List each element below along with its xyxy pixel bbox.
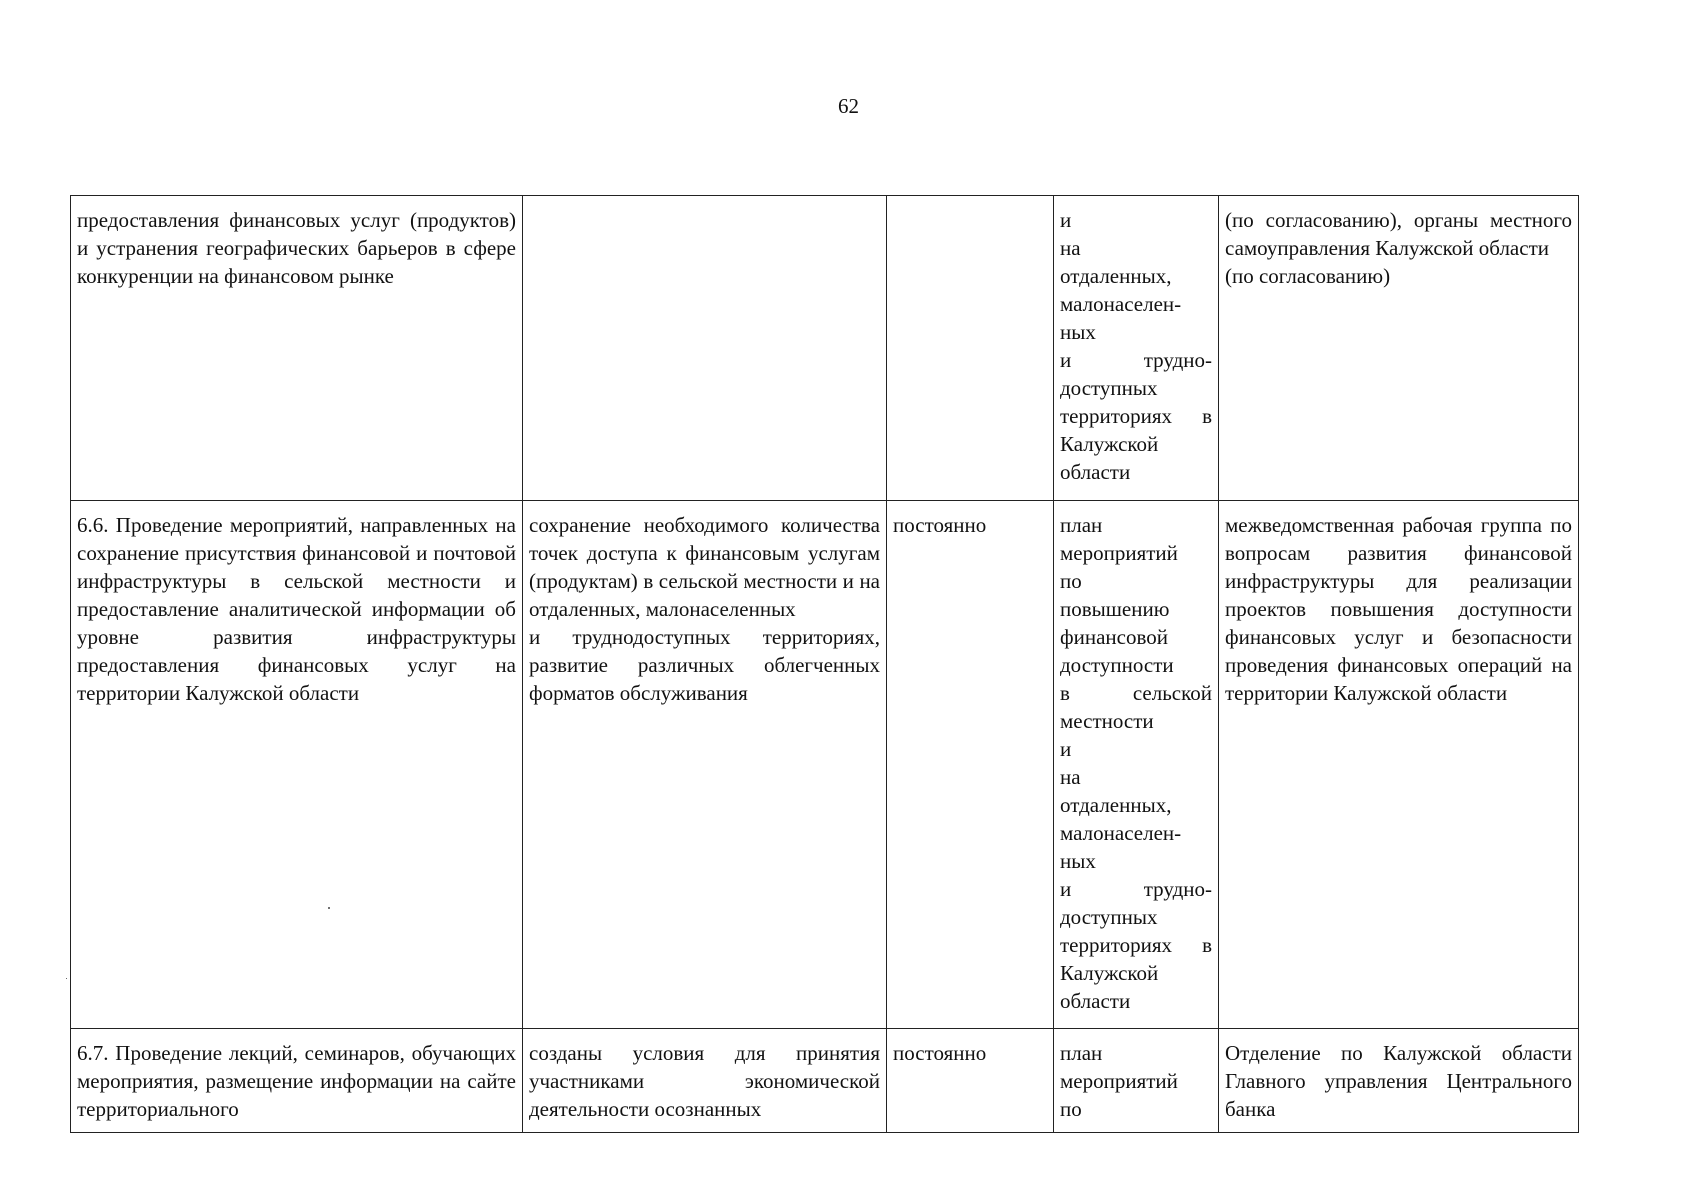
scan-artifact-speck bbox=[66, 978, 67, 979]
document-text: план мероприятий по bbox=[1060, 1041, 1178, 1121]
document-cell bbox=[1054, 1029, 1219, 1133]
table-row bbox=[71, 196, 1579, 501]
deadline-cell bbox=[887, 501, 1054, 1029]
result-text: созданы условия для принятия участниками экономической деятельности осознанных bbox=[529, 1041, 880, 1121]
deadline-text: постоянно bbox=[893, 513, 987, 537]
measure-text: 6.6. Проведение мероприятий, направленных на сохранение присутствия финансовой и почтовой инфраструктуры в сельской местности и предоставление аналитической информации об уровне развития инфраструктуры предоставления финансовых услуг на территории Калужской области bbox=[77, 513, 516, 705]
table-row bbox=[71, 1029, 1579, 1133]
document-cell bbox=[1054, 196, 1219, 501]
page-number: 62 bbox=[838, 94, 859, 118]
executors-cell bbox=[1219, 1029, 1579, 1133]
executors-cell bbox=[1219, 196, 1579, 501]
scan-artifact-dot bbox=[328, 907, 330, 909]
measure-text: 6.7. Проведение лекций, семинаров, обучающих мероприятия, размещение информации на сайте территориального bbox=[77, 1041, 516, 1121]
result-cell bbox=[523, 1029, 887, 1133]
deadline-cell bbox=[887, 196, 1054, 501]
deadline-text: постоянно bbox=[893, 1041, 987, 1065]
executors-text: межведомственная рабочая группа по вопросам развития финансовой инфраструктуры для реализации проектов повышения доступности финансовых услуг и безопасности проведения финансовых операций на территории Калужской области bbox=[1225, 513, 1572, 705]
document-cell bbox=[1054, 501, 1219, 1029]
executors-text: (по согласованию), органы местного самоуправления Калужской области (по согласованию) bbox=[1225, 208, 1572, 288]
result-text: сохранение необходимого количества точек доступа к финансовым услугам (продуктам) в сельской местности и на отдаленных, малонаселенных и труднодоступных территориях, развитие различных облегченных форматов обслуживания bbox=[529, 513, 880, 705]
measure-cell bbox=[71, 501, 523, 1029]
measure-cell bbox=[71, 196, 523, 501]
table-row bbox=[71, 501, 1579, 1029]
deadline-cell bbox=[887, 1029, 1054, 1133]
executors-cell bbox=[1219, 501, 1579, 1029]
executors-text: Отделение по Калужской области Главного управления Центрального банка bbox=[1225, 1041, 1572, 1121]
measures-table bbox=[70, 195, 1579, 1133]
result-cell bbox=[523, 196, 887, 501]
result-cell bbox=[523, 501, 887, 1029]
measure-cell bbox=[71, 1029, 523, 1133]
measure-text: предоставления финансовых услуг (продуктов) и устранения географических барьеров в сфере конкуренции на финансовом рынке bbox=[77, 208, 516, 288]
document-text: план мероприятий по повышению финансовой доступности в сельской местности и на отдаленных, малонаселен- ных и трудно-доступных территориях в Калужской области bbox=[1060, 513, 1212, 1013]
document-text: и на отдаленных, малонаселен- ных и трудно-доступных территориях в Калужской области bbox=[1060, 208, 1212, 484]
